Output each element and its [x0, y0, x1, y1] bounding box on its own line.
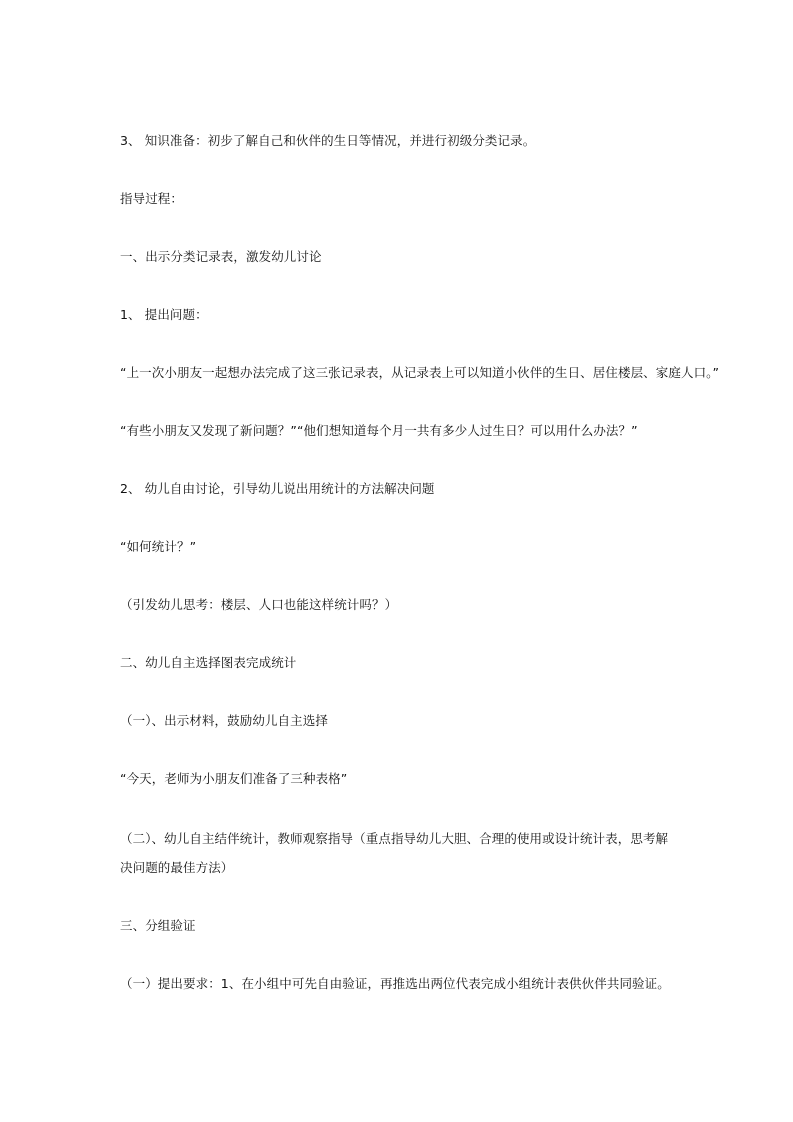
- quote-how-to-count: “如何统计？”: [120, 539, 197, 554]
- quote-record-tables: “上一次小朋友一起想办法完成了这三张记录表，从记录表上可以知道小伙伴的生日、居住楼层、家庭人口。”: [120, 365, 720, 380]
- section-heading-two: 二、幼儿自主选择图表完成统计: [120, 655, 297, 670]
- paragraph-raise-question: 1、 提出问题：: [120, 307, 208, 322]
- paragraph-group-statistics: （二）、幼儿自主结伴统计，教师观察指导（重点指导幼儿大胆、合理的使用或设计统计表，思考解决问题的最佳方法）: [120, 831, 669, 875]
- quote-new-question: “有些小朋友又发现了新问题？”“他们想知道每个月一共有多少人过生日？可以用什么办法？”: [120, 423, 638, 438]
- paragraph-free-discussion: 2、 幼儿自由讨论，引导幼儿说出用统计的方法解决问题: [120, 481, 435, 496]
- paragraph-show-materials: （一）、出示材料，鼓励幼儿自主选择: [120, 713, 328, 728]
- section-heading-three: 三、分组验证: [120, 918, 196, 933]
- paragraph-knowledge-prep: 3、 知识准备：初步了解自己和伙伴的生日等情况，并进行初级分类记录。: [120, 133, 536, 148]
- quote-three-tables: “今天，老师为小朋友们准备了三种表格”: [120, 771, 348, 786]
- paragraph-prompt-thinking: （引发幼儿思考：楼层、人口也能这样统计吗？）: [120, 597, 398, 612]
- paragraph-guidance-heading: 指导过程：: [120, 191, 184, 206]
- section-heading-one: 一、出示分类记录表，激发幼儿讨论: [120, 249, 322, 264]
- paragraph-verification-requirements: （一）提出要求：1、在小组中可先自由验证，再推选出两位代表完成小组统计表供伙伴共同验证。: [120, 976, 670, 991]
